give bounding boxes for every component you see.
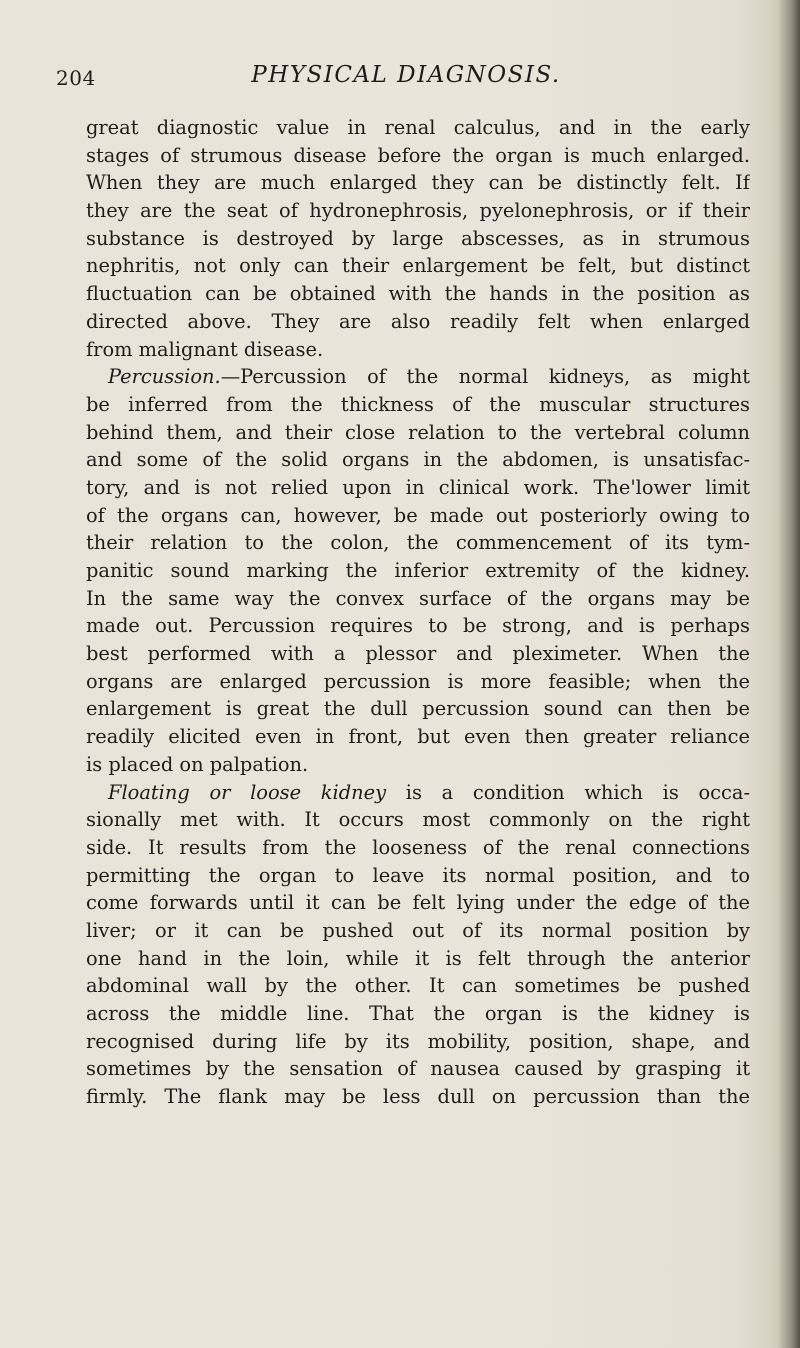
- text-line: one hand in the loin, while it is felt through the anterior: [86, 946, 750, 970]
- text-line: When they are much enlarged they can be distinctly felt. If: [86, 171, 750, 195]
- text-line: come forwards until it can be felt lying under the edge of the: [86, 891, 750, 915]
- page-gutter-shadow: [778, 0, 800, 1348]
- text-line: recognised during life by its mobility, position, shape, and: [86, 1029, 750, 1053]
- text-line: enlargement is great the dull percussion sound can then be: [86, 697, 750, 721]
- section-lead-floating-kidney: Floating or loose kidney: [108, 780, 387, 804]
- page-number: 204: [56, 66, 96, 90]
- text-run: —Percussion of the normal kidneys, as might: [220, 365, 750, 389]
- text-line: readily elicited even in front, but even then greater reliance: [86, 725, 750, 749]
- text-line: across the middle line. That the organ is the kidney is: [86, 1002, 750, 1025]
- text-line: sionally met with. It occurs most commonly on the right: [86, 808, 750, 832]
- page-header: [56, 60, 756, 96]
- text-line: [86, 779, 750, 807]
- text-line: abdominal wall by the other. It can sometimes be pushed: [86, 974, 750, 998]
- text-line: behind them, and their close relation to the vertebral column: [86, 420, 750, 444]
- text-line: is placed on palpation.: [86, 752, 309, 776]
- text-line: nephritis, not only can their enlargement be felt, but distinct: [86, 254, 750, 278]
- text-line: they are the seat of hydronephrosis, pyelonephrosis, or if their: [86, 199, 750, 223]
- running-title: PHYSICAL DIAGNOSIS.: [251, 62, 561, 88]
- section-lead-percussion: Percussion.: [108, 365, 221, 389]
- text-line: [86, 363, 750, 391]
- text-line: permitting the organ to leave its normal position, and to: [86, 863, 750, 887]
- text-line: best performed with a plessor and pleximeter. When the: [86, 642, 750, 666]
- text-line: substance is destroyed by large abscesses, as in strumous: [86, 226, 750, 250]
- text-line: from malignant disease.: [86, 337, 324, 361]
- text-line: liver; or it can be pushed out of its normal position by: [86, 918, 750, 942]
- paragraph: [86, 114, 750, 363]
- text-line: stages of strumous disease before the organ is much enlarged.: [86, 143, 750, 167]
- text-line: side. It results from the looseness of the renal connections: [86, 835, 750, 859]
- text-line: sometimes by the sensation of nausea caused by grasping it: [86, 1057, 750, 1081]
- text-run: is a condition which is occa-: [386, 780, 750, 804]
- text-line: their relation to the colon, the commencement of its tym-: [86, 531, 750, 555]
- paragraph-percussion: [86, 363, 750, 778]
- text-line: fluctuation can be obtained with the hands in the position as: [86, 282, 750, 306]
- paragraph-floating-kidney: [86, 779, 750, 1111]
- text-line: directed above. They are also readily felt when enlarged: [86, 309, 750, 333]
- text-line: made out. Percussion requires to be strong, and is perhaps: [86, 614, 750, 638]
- text-line: firmly. The flank may be less dull on percussion than the: [86, 1085, 750, 1109]
- text-line: organs are enlarged percussion is more feasible; when the: [86, 669, 750, 693]
- text-line: of the organs can, however, be made out posteriorly owing to: [86, 503, 750, 527]
- text-line: panitic sound marking the inferior extremity of the kidney.: [86, 559, 750, 582]
- text-line: tory, and is not relied upon in clinical work. The'lower limit: [86, 475, 750, 499]
- text-line: great diagnostic value in renal calculus, and in the early: [86, 116, 750, 139]
- text-line: and some of the solid organs in the abdomen, is unsatisfac-: [86, 448, 750, 472]
- body-text: [86, 114, 750, 1111]
- text-line: In the same way the convex surface of the organs may be: [86, 586, 750, 610]
- text-line: be inferred from the thickness of the muscular structures: [86, 392, 750, 416]
